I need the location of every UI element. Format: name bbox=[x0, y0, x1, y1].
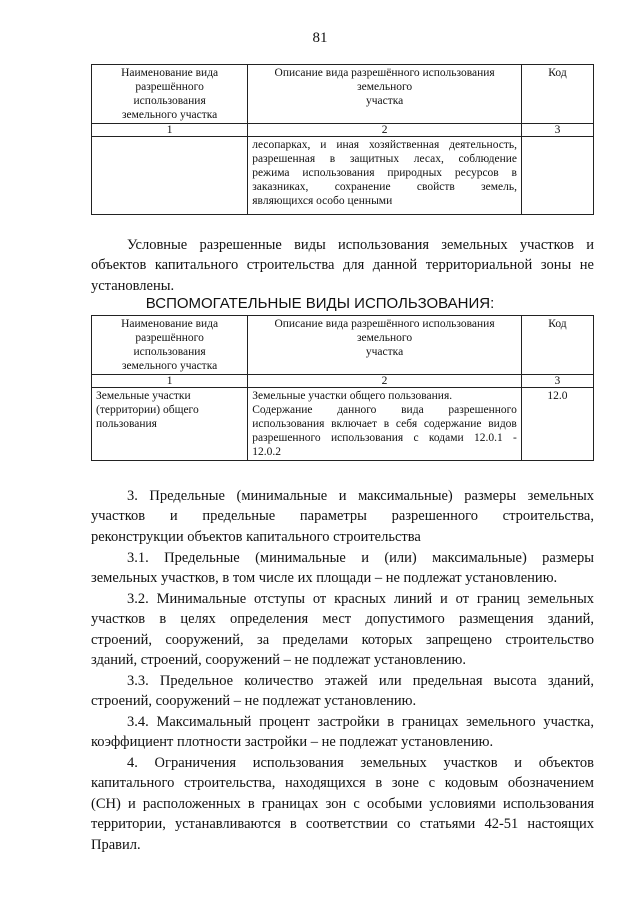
header-line: земельного участка bbox=[122, 109, 218, 121]
auxiliary-uses-heading: ВСПОМОГАТЕЛЬНЫЕ ВИДЫ ИСПОЛЬЗОВАНИЯ: bbox=[145, 295, 495, 312]
cell-line: Земельные участки общего пользования. bbox=[252, 390, 453, 402]
header-line: земельного bbox=[357, 81, 413, 93]
header-line: Описание вида разрешённого использования bbox=[274, 67, 495, 79]
column-number: 2 bbox=[248, 124, 522, 137]
cell-line: Земельные участки bbox=[96, 390, 191, 402]
text-line: 3.3. Предельное количество этажей или предельная высота зданий, bbox=[127, 673, 594, 689]
text-line: участков и предельные параметры разрешенного строительства, bbox=[91, 508, 594, 525]
paragraph-3-2 bbox=[91, 589, 594, 671]
table-row bbox=[92, 388, 594, 461]
column-number: 3 bbox=[521, 375, 593, 388]
text-line: зданий, строений, сооружений – не подлежат установлению. bbox=[91, 652, 466, 669]
text-line: коэффициент плотности застройки – не подлежат установлению. bbox=[91, 734, 494, 751]
conditional-uses-paragraph bbox=[91, 235, 594, 296]
cell-line: заказниках, сохранение свойств земель, bbox=[252, 181, 517, 193]
cell-line: режима использования природных ресурсов в bbox=[252, 167, 517, 179]
table-header-row bbox=[92, 65, 594, 124]
cell-line: разрешенного использования с кодами 12.0.1 - bbox=[252, 432, 517, 444]
header-line: участка bbox=[365, 95, 404, 107]
table-row bbox=[92, 137, 594, 215]
cell-line: пользования bbox=[96, 418, 157, 430]
header-description bbox=[248, 316, 522, 375]
text-line: Правил. bbox=[91, 836, 141, 853]
paragraph-3-3 bbox=[91, 671, 594, 712]
cell-line: лесопарках, и иная хозяйственная деятельность, bbox=[252, 139, 517, 151]
column-number: 3 bbox=[521, 124, 593, 137]
paragraph-3-1 bbox=[91, 548, 594, 589]
text-line: объектов капитального строительства для данной территориальной зоны не bbox=[91, 257, 594, 274]
header-description bbox=[248, 65, 522, 124]
header-line: использования bbox=[133, 95, 206, 107]
cell-name bbox=[92, 388, 248, 461]
header-line: земельного участка bbox=[121, 360, 218, 372]
text-line: реконструкции объектов капитального строительства bbox=[91, 528, 421, 545]
text-line: капитального строительства, находящихся в зоне с кодовым обозначением bbox=[91, 775, 594, 792]
page-number: 81 bbox=[312, 30, 328, 46]
column-number-row bbox=[92, 375, 594, 388]
header-code: Код bbox=[521, 65, 593, 124]
paragraph-3 bbox=[91, 486, 594, 547]
header-line: Описание вида разрешённого использования bbox=[274, 318, 495, 330]
header-line: разрешённого bbox=[135, 81, 204, 93]
cell-line: использования включает в себя содержание видов bbox=[252, 418, 517, 430]
cell-description bbox=[248, 137, 522, 215]
cell-code bbox=[521, 137, 593, 215]
cell-line: являющихся особо ценными bbox=[252, 195, 393, 207]
text-line: установлены. bbox=[91, 277, 175, 294]
header-code: Код bbox=[521, 316, 593, 375]
column-number: 1 bbox=[92, 375, 248, 388]
text-line: земельных участков, в том числе их площади – не подлежат установлению. bbox=[91, 570, 558, 587]
text-line: строений, сооружений – не подлежат установлению. bbox=[91, 693, 417, 710]
text-line: (СН) и расположенных в границах зон с особыми условиями использования bbox=[91, 795, 594, 812]
column-number: 2 bbox=[248, 375, 522, 388]
header-line: Наименование вида bbox=[121, 318, 219, 330]
text-line: 3.4. Максимальный процент застройки в границах земельного участка, bbox=[127, 714, 594, 730]
cell-line: (территории) общего bbox=[96, 404, 199, 416]
text-line: 3. Предельные (минимальные и максимальные) размеры земельных bbox=[127, 488, 594, 504]
cell-name bbox=[92, 137, 248, 215]
auxiliary-use-table bbox=[91, 315, 594, 461]
header-name bbox=[92, 65, 248, 124]
text-line: 3.1. Предельные (минимальные и (или) максимальные) размеры bbox=[127, 550, 594, 566]
permitted-use-table-continued bbox=[91, 64, 594, 215]
header-line: земельного bbox=[356, 332, 413, 344]
cell-code: 12.0 bbox=[521, 388, 593, 461]
header-name bbox=[92, 316, 248, 375]
header-line: участка bbox=[365, 346, 404, 358]
text-line: Условные разрешенные виды использования земельных участков и bbox=[127, 237, 594, 253]
text-line: 4. Ограничения использования земельных участков и объектов bbox=[127, 755, 594, 771]
table-header-row bbox=[92, 316, 594, 375]
cell-description bbox=[248, 388, 522, 461]
header-line: разрешённого bbox=[135, 332, 204, 344]
cell-line: 12.0.2 bbox=[252, 446, 281, 458]
paragraph-4 bbox=[91, 753, 594, 855]
cell-line: Содержание данного вида разрешенного bbox=[252, 404, 517, 416]
paragraph-3-4 bbox=[91, 712, 594, 753]
header-line: использования bbox=[133, 346, 206, 358]
text-line: 3.2. Минимальные отступы от красных линий и от границ земельных bbox=[127, 591, 594, 607]
text-line: строений, сооружений, за пределами которых запрещено строительство bbox=[91, 631, 594, 648]
cell-line: разрешенная в защитных лесах, соблюдение bbox=[252, 153, 517, 165]
column-number: 1 bbox=[92, 124, 248, 137]
column-number-row bbox=[92, 124, 594, 137]
text-line: территории, устанавливаются в соответствии со статьями 42-51 настоящих bbox=[91, 816, 594, 833]
text-line: участков в целях определения мест допустимого размещения зданий, bbox=[91, 611, 594, 628]
header-line: Наименование вида bbox=[121, 67, 219, 79]
